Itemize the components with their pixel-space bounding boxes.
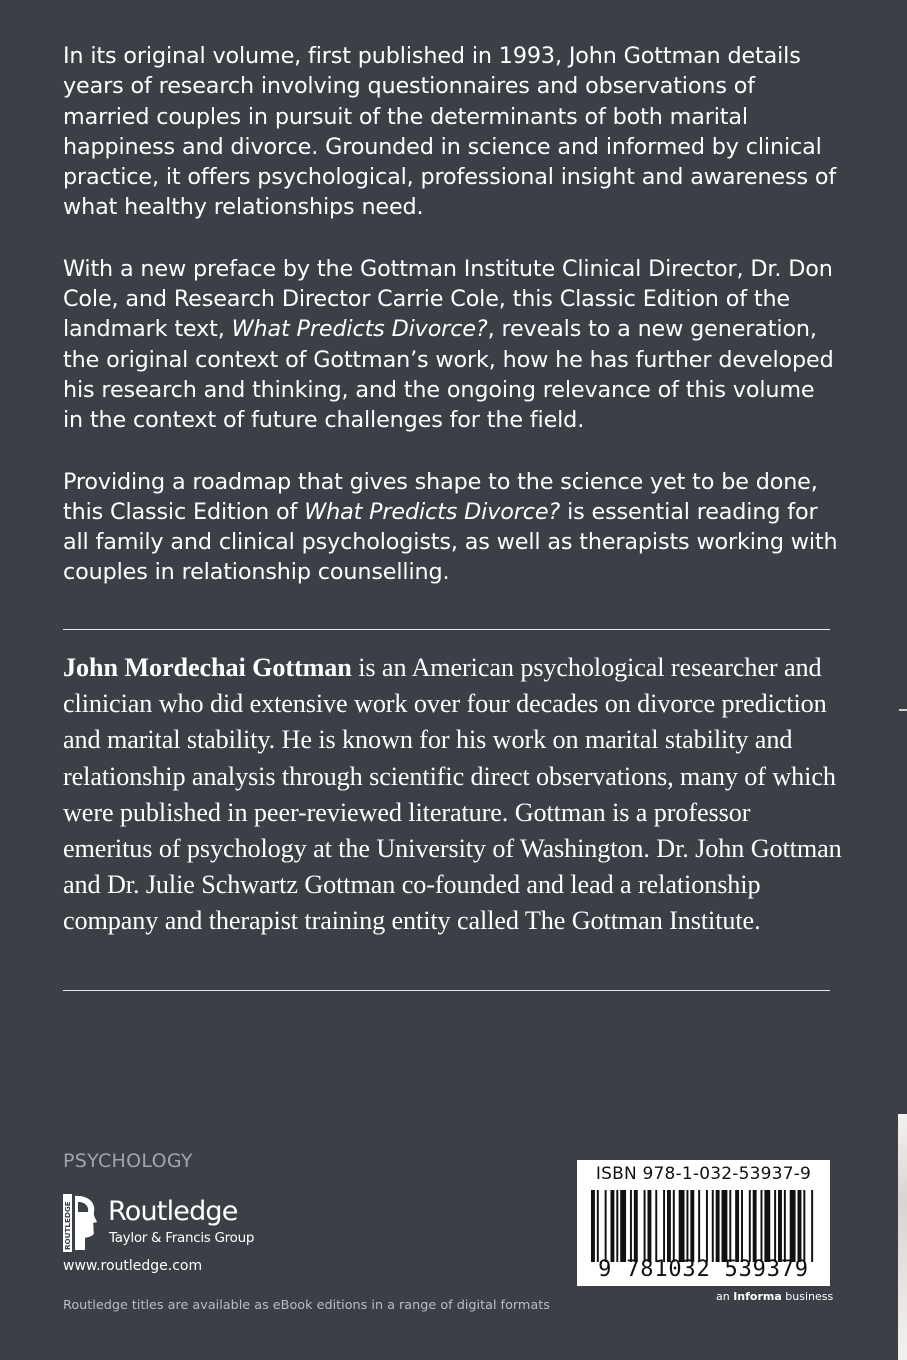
barcode-bar xyxy=(741,1190,743,1262)
barcode-bar xyxy=(620,1190,626,1262)
divider-bottom xyxy=(63,990,830,991)
barcode-bar xyxy=(774,1190,776,1262)
barcode-bar xyxy=(663,1190,665,1262)
routledge-head-icon xyxy=(63,1194,99,1252)
barcode-bar xyxy=(644,1190,646,1262)
book-blurb xyxy=(63,41,839,619)
page-edge-strip xyxy=(898,1114,907,1360)
barcode-bar xyxy=(630,1190,632,1262)
blurb-paragraph-3: Providing a roadmap that gives shape to the science yet to be done, this Classic Edition of What Predicts Divorce? is essential reading for all family and clinical psychologists, as well as therapists working with couples in relationship counselling. xyxy=(63,468,838,586)
barcode-bar xyxy=(803,1190,805,1262)
isbn-label: ISBN 978-1-032-53937-9 xyxy=(595,1164,812,1184)
book-title-italic: What Predicts Divorce? xyxy=(231,316,488,343)
barcode-bar xyxy=(722,1190,728,1262)
barcode-bar xyxy=(667,1190,671,1262)
barcode-bar xyxy=(616,1190,618,1262)
barcode-bar xyxy=(764,1190,770,1262)
publisher-group: Taylor & Francis Group xyxy=(109,1230,255,1246)
crop-mark xyxy=(899,709,907,711)
publisher-url: www.routledge.com xyxy=(63,1258,203,1274)
publisher-name: Routledge xyxy=(108,1196,238,1227)
barcode-bar xyxy=(690,1190,694,1262)
barcode-bar xyxy=(749,1190,751,1262)
barcode-bar xyxy=(753,1190,757,1262)
barcode-bars xyxy=(591,1190,817,1262)
barcode-bar xyxy=(610,1190,614,1262)
barcode-bar xyxy=(673,1190,675,1262)
barcode-bar xyxy=(784,1190,786,1262)
ean-digits: 9 781032 539379 xyxy=(598,1257,809,1282)
barcode-bar xyxy=(597,1190,599,1262)
barcode-bar xyxy=(778,1190,782,1262)
routledge-logo xyxy=(63,1194,303,1254)
barcode-bar xyxy=(679,1190,685,1262)
ebook-note: Routledge titles are available as eBook editions in a range of digital formats xyxy=(63,1298,550,1313)
isbn-barcode xyxy=(577,1160,830,1286)
barcode-bar xyxy=(634,1190,638,1262)
barcode-bar xyxy=(591,1190,595,1262)
barcode-bar xyxy=(716,1190,720,1262)
informa-business-label: an Informa business xyxy=(716,1290,834,1303)
informa-brand: Informa xyxy=(733,1290,782,1303)
blurb-paragraph-2: With a new preface by the Gottman Institute Clinical Director, Dr. Don Cole, and Research Director Carrie Cole, this Classic Edition of the landmark text, What Predicts Divorce?, reveals to a new generation, the original context of Gottman’s work, how he has further developed his research and thinking, and the ongoing relevance of this volume in the context of future challenges for the field. xyxy=(63,255,834,434)
barcode-bar xyxy=(686,1190,688,1262)
barcode-bar xyxy=(706,1190,708,1262)
subject-category: PSYCHOLOGY xyxy=(63,1150,193,1172)
barcode-bar xyxy=(605,1190,607,1262)
author-bio-text: is an American psychological researcher and clinician who did extensive work over four decades on divorce prediction and marital stability. He is known for his work on marital stability and relationship analysis through scientific direct observations, many of which were published in peer-reviewed literature. Gottman is a professor emeritus of psychology at the University of Washington. Dr. John Gottman and Dr. Julie Schwartz Gottman co-founded and lead a relationship company and therapist training entity called The Gottman Institute. xyxy=(63,653,842,936)
barcode-bar xyxy=(790,1190,796,1262)
barcode-bar xyxy=(761,1190,763,1262)
book-title-italic: What Predicts Divorce? xyxy=(304,498,561,525)
barcode-bar xyxy=(798,1190,802,1262)
barcode-bar xyxy=(698,1190,700,1262)
author-name: John Mordechai Gottman xyxy=(63,653,352,682)
barcode-bar xyxy=(712,1190,714,1262)
divider-top xyxy=(63,629,830,630)
author-bio xyxy=(63,650,843,940)
routledge-vertical-mark: ROUTLEDGE xyxy=(63,1201,72,1250)
barcode-bar xyxy=(648,1190,652,1262)
barcode-bar xyxy=(655,1190,657,1262)
barcode-bar xyxy=(735,1190,739,1262)
blurb-paragraph-1: In its original volume, first published in 1993, John Gottman details years of research involving questionnaires and observations of married couples in pursuit of the determinants of both marital happiness and divorce. Grounded in science and informed by clinical practice, it offers psychological, professional insight and awareness of what healthy relationships need. xyxy=(63,43,837,221)
barcode-bar xyxy=(811,1190,813,1262)
barcode-bar xyxy=(729,1190,731,1262)
